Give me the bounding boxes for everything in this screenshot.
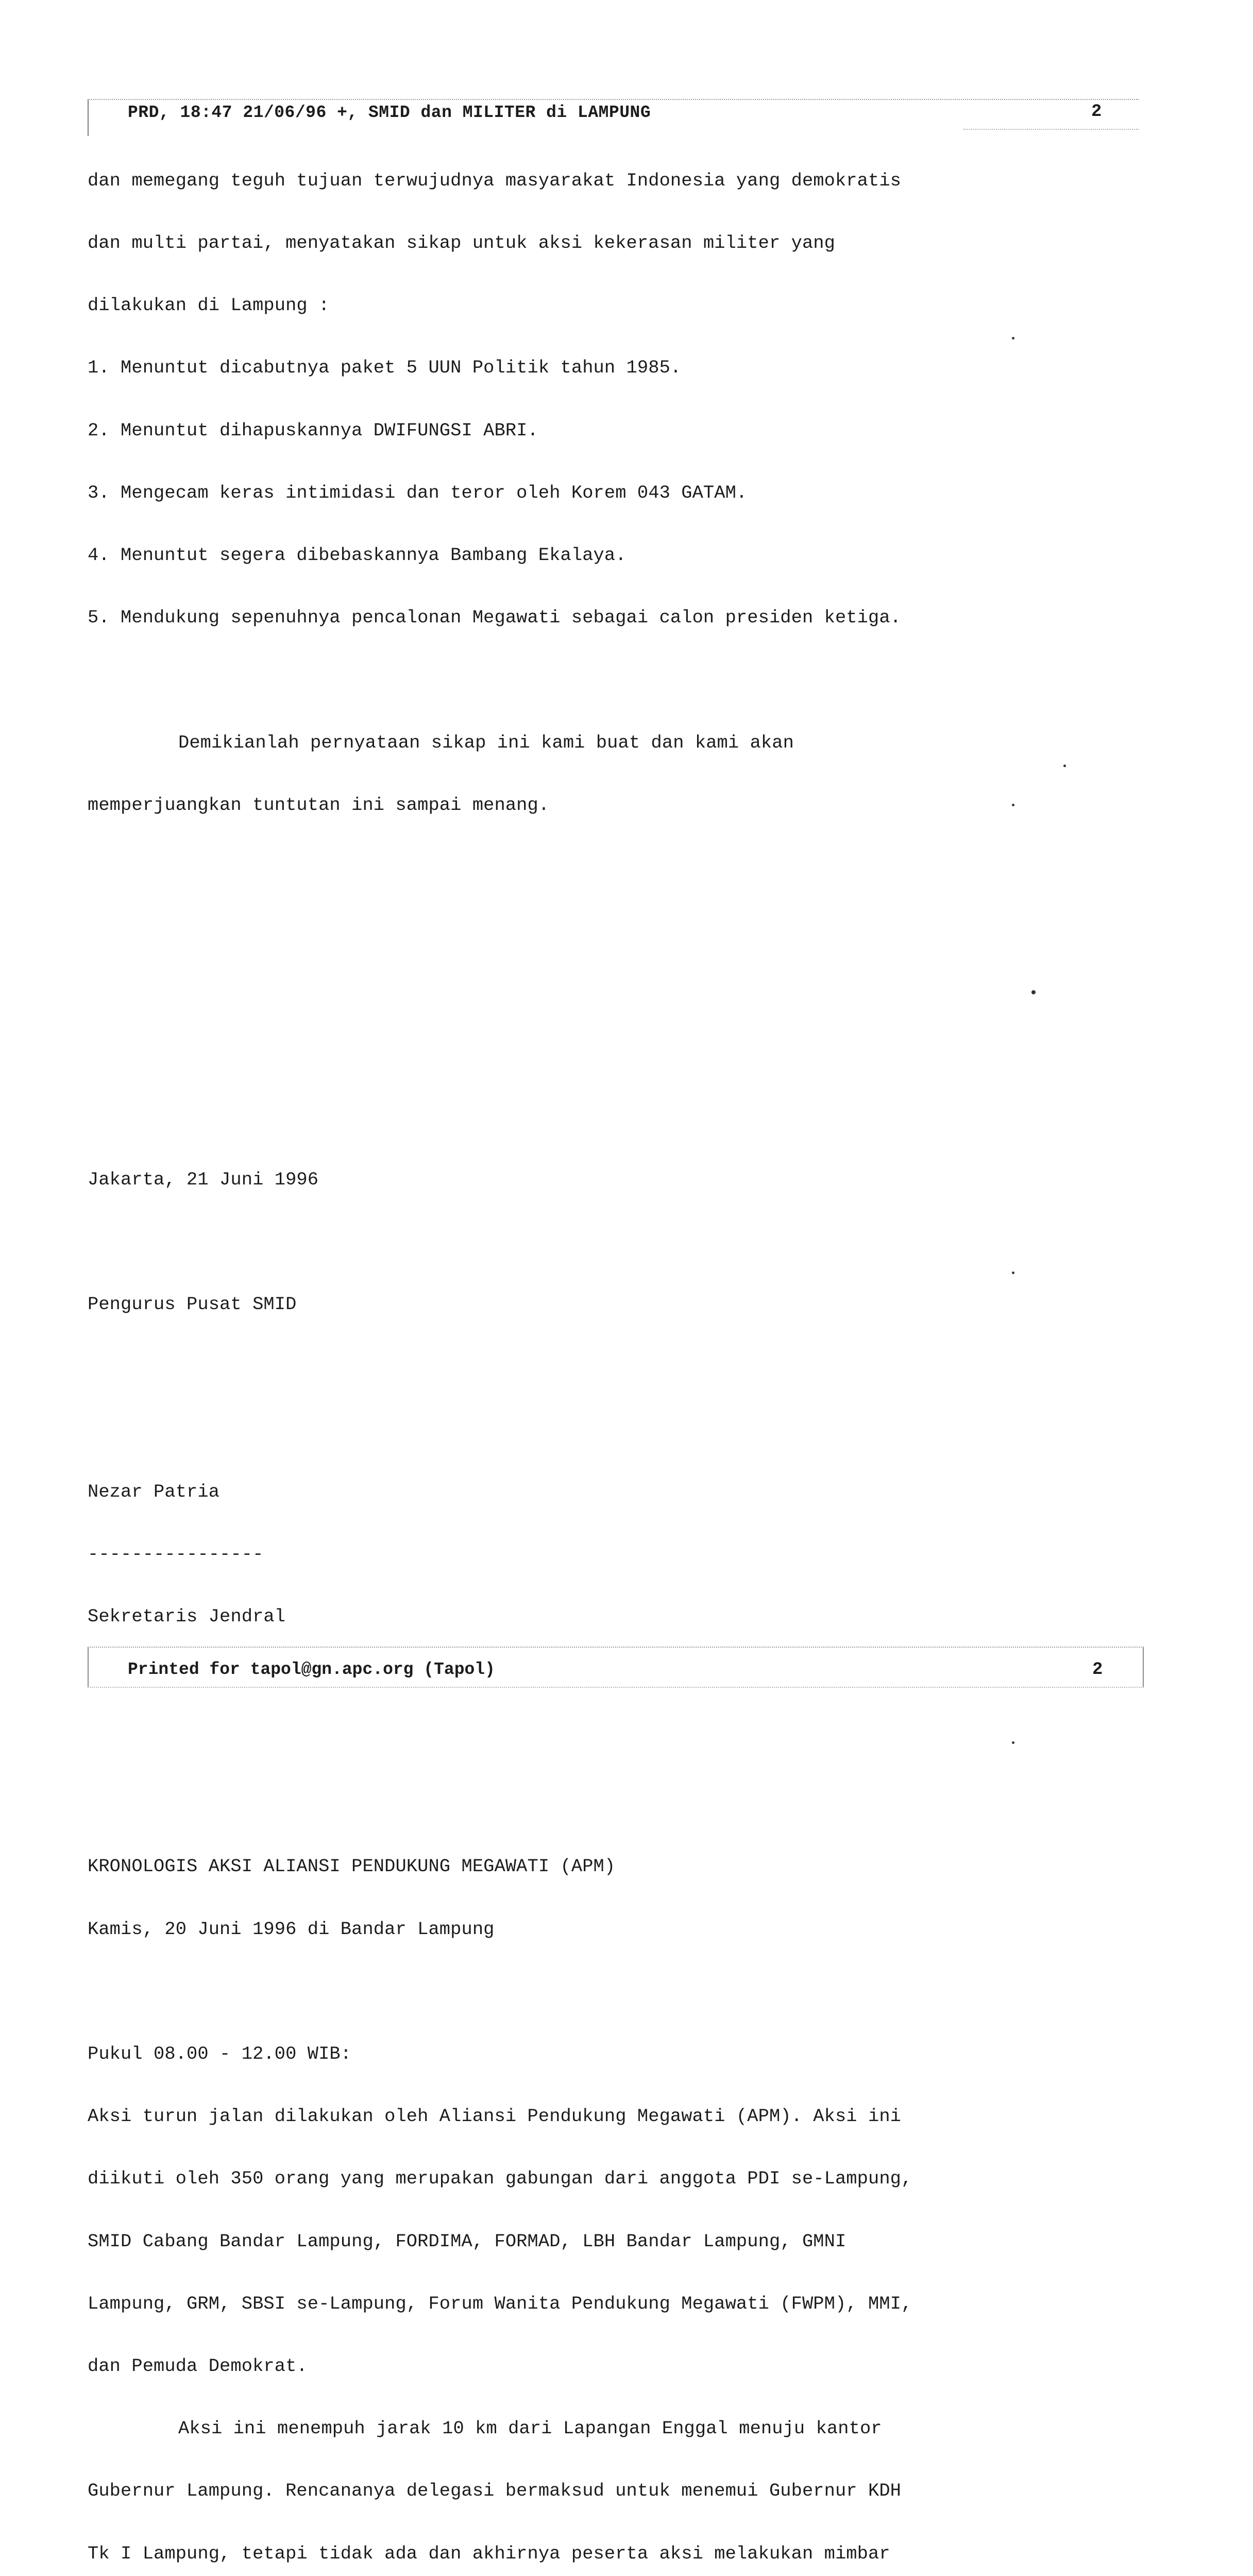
page-header-title: PRD, 18:47 21/06/96 +, SMID dan MILITER di LAMPUNG: [128, 103, 651, 122]
page-header-number: 2: [1091, 102, 1102, 122]
text-line: Lampung, GRM, SBSI se-Lampung, Forum Wanita Pendukung Megawati (FWPM), MMI,: [88, 2293, 912, 2314]
text-line: Tk I Lampung, tetapi tidak ada dan akhirnya peserta aksi melakukan mimbar: [88, 2543, 890, 2564]
text-line: dan multi partai, menyatakan sikap untuk aksi kekerasan militer yang: [88, 233, 835, 254]
demand-item: 1. Menuntut dicabutnya paket 5 UUN Politik tahun 1985.: [88, 358, 682, 379]
signature-place-date: Jakarta, 21 Juni 1996: [88, 1170, 319, 1191]
text-line: dan Pemuda Demokrat.: [88, 2355, 308, 2377]
signature-name: Nezar Patria: [88, 1482, 220, 1503]
text-line: Gubernur Lampung. Rencananya delegasi bermaksud untuk menemui Gubernur KDH: [88, 2481, 901, 2502]
document-body: [88, 129, 1077, 2576]
scan-speck: [1012, 804, 1014, 806]
scan-speck: [1012, 337, 1014, 340]
time-label: Pukul 08.00 - 12.00 WIB:: [88, 2043, 352, 2064]
chronology-date: Kamis, 20 Juni 1996 di Bandar Lampung: [88, 1919, 495, 1940]
footer-page-number: 2: [1092, 1660, 1103, 1680]
scan-speck: [1031, 990, 1036, 994]
text-line: Aksi turun jalan dilakukan oleh Aliansi Pendukung Megawati (APM). Aksi ini: [88, 2106, 901, 2127]
demand-item: 4. Menuntut segera dibebaskannya Bambang Ekalaya.: [88, 545, 626, 566]
scan-speck: [1063, 765, 1066, 767]
text-line: Aksi ini menempuh jarak 10 km dari Lapangan Enggal menuju kantor: [178, 2418, 882, 2439]
text-line: Demikianlah pernyataan sikap ini kami buat dan kami akan: [178, 732, 794, 753]
printed-for-footer: Printed for tapol@gn.apc.org (Tapol): [128, 1660, 495, 1679]
scan-speck: [1012, 1741, 1014, 1744]
demand-item: 3. Mengecam keras intimidasi dan teror oleh Korem 043 GATAM.: [88, 482, 748, 503]
signature-title: Sekretaris Jendral: [88, 1606, 286, 1628]
text-line: diikuti oleh 350 orang yang merupakan gabungan dari anggota PDI se-Lampung,: [88, 2168, 912, 2190]
footer-left-tick: [88, 1648, 89, 1687]
signature-org: Pengurus Pusat SMID: [88, 1294, 297, 1315]
scan-speck: [1012, 1272, 1014, 1274]
text-line: dilakukan di Lampung :: [88, 295, 330, 316]
text-line: SMID Cabang Bandar Lampung, FORDIMA, FORMAD, LBH Bandar Lampung, GMNI: [88, 2231, 846, 2252]
footer-right-tick: [1143, 1648, 1144, 1687]
demand-item: 2. Menuntut dihapuskannya DWIFUNGSI ABRI.: [88, 420, 538, 441]
signature-rule: ----------------: [88, 1544, 264, 1565]
text-line: memperjuangkan tuntutan ini sampai menang.: [88, 794, 550, 816]
chronology-title: KRONOLOGIS AKSI ALIANSI PENDUKUNG MEGAWATI (APM): [88, 1856, 616, 1877]
demand-item: 5. Mendukung sepenuhnya pencalonan Megawati sebagai calon presiden ketiga.: [88, 607, 901, 629]
text-line: dan memegang teguh tujuan terwujudnya masyarakat Indonesia yang demokratis: [88, 170, 901, 191]
